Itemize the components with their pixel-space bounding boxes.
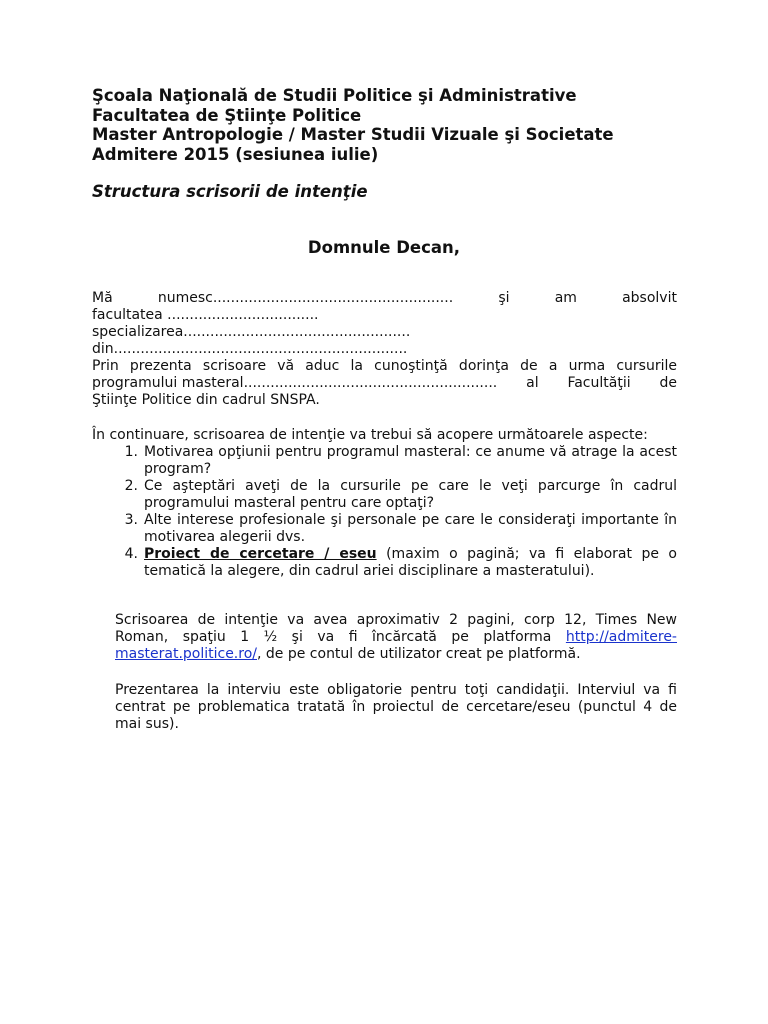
project-description: (maxim o pagină; va fi elaborat pe o tematică la alegere, din cadrul ariei disciplinare a masteratului).	[144, 546, 677, 579]
form-block	[92, 290, 677, 409]
intent-line-1	[92, 358, 677, 375]
list-text: Motivarea opţiunii pentru programul masteral: ce anume vă atrage la acest program?	[144, 444, 677, 477]
list-number: 1.	[124, 444, 138, 460]
master-programs: Master Antropologie / Master Studii Vizuale şi Societate	[92, 125, 614, 144]
specialization-blank: specializarea...................................................	[92, 324, 411, 340]
name-line	[92, 290, 677, 307]
form-word: am	[554, 290, 577, 306]
list-number: 3.	[124, 512, 138, 528]
form-word: al	[526, 375, 539, 391]
school-name: Şcoala Naţională de Studii Politice şi Administrative	[92, 86, 577, 105]
intent-line-3: Ştiinţe Politice din cadrul SNSPA.	[92, 392, 320, 408]
format-paragraph	[115, 612, 677, 663]
faculty-name: Facultatea de Ştiinţe Politice	[92, 105, 362, 125]
form-word: de	[659, 375, 677, 391]
format-text: Scrisoarea de intenţie va avea aproximativ 2 pagini, corp 12, Times New Roman, spaţiu 1 ½ şi va fi încărcată pe platforma	[115, 612, 677, 645]
intent-line-2	[92, 375, 677, 392]
from-blank: din..................................................................	[92, 341, 408, 357]
name-blank: numesc......................................................	[157, 290, 454, 306]
program-blank: programului masteral.........................................................	[92, 375, 498, 391]
list-number: 4.	[124, 546, 138, 562]
intent-text: Prin prezenta scrisoare vă aduc la cunoştinţă dorinţa de a urma cursurile	[92, 358, 677, 374]
list-item	[92, 512, 677, 546]
list-item	[92, 478, 677, 512]
list-text	[144, 546, 677, 580]
list-text: Ce aşteptări aveţi de la cursurile pe care le veţi parcurge în cadrul programului masteral pentru care optaţi?	[144, 478, 677, 511]
format-text-end: , de pe contul de utilizator creat pe platformă.	[257, 646, 581, 662]
form-word: şi	[498, 290, 510, 306]
form-word: absolvit	[622, 290, 677, 306]
list-item	[92, 546, 677, 580]
document-header	[92, 86, 692, 164]
project-label: Proiect de cercetare / eseu	[144, 546, 377, 562]
greeting	[0, 238, 768, 257]
form-word: Mă	[92, 290, 113, 306]
list-number: 2.	[124, 478, 138, 494]
faculty-blank: facultatea ..................................	[92, 307, 319, 323]
admission-session: Admitere 2015 (sesiunea iulie)	[92, 144, 379, 164]
form-word: Facultăţii	[567, 375, 631, 391]
platform-link[interactable]: http://admitere-masterat.politice.ro/	[115, 629, 677, 662]
list-item	[92, 444, 677, 478]
aspects-intro: În continuare, scrisoarea de intenţie va trebui să acopere următoarele aspecte:	[92, 427, 648, 443]
interview-paragraph: Prezentarea la interviu este obligatorie pentru toţi candidaţii. Interviul va fi centrat pe problematica tratată în proiectul de cercetare/eseu (punctul 4 de mai sus).	[115, 682, 677, 732]
aspects-block	[92, 427, 677, 580]
list-text: Alte interese profesionale şi personale pe care le consideraţi importante în motivarea alegerii dvs.	[144, 512, 677, 545]
greeting-text: Domnule Decan,	[307, 238, 461, 257]
aspects-list	[92, 444, 677, 580]
document-subtitle: Structura scrisorii de intenţie	[92, 182, 368, 201]
